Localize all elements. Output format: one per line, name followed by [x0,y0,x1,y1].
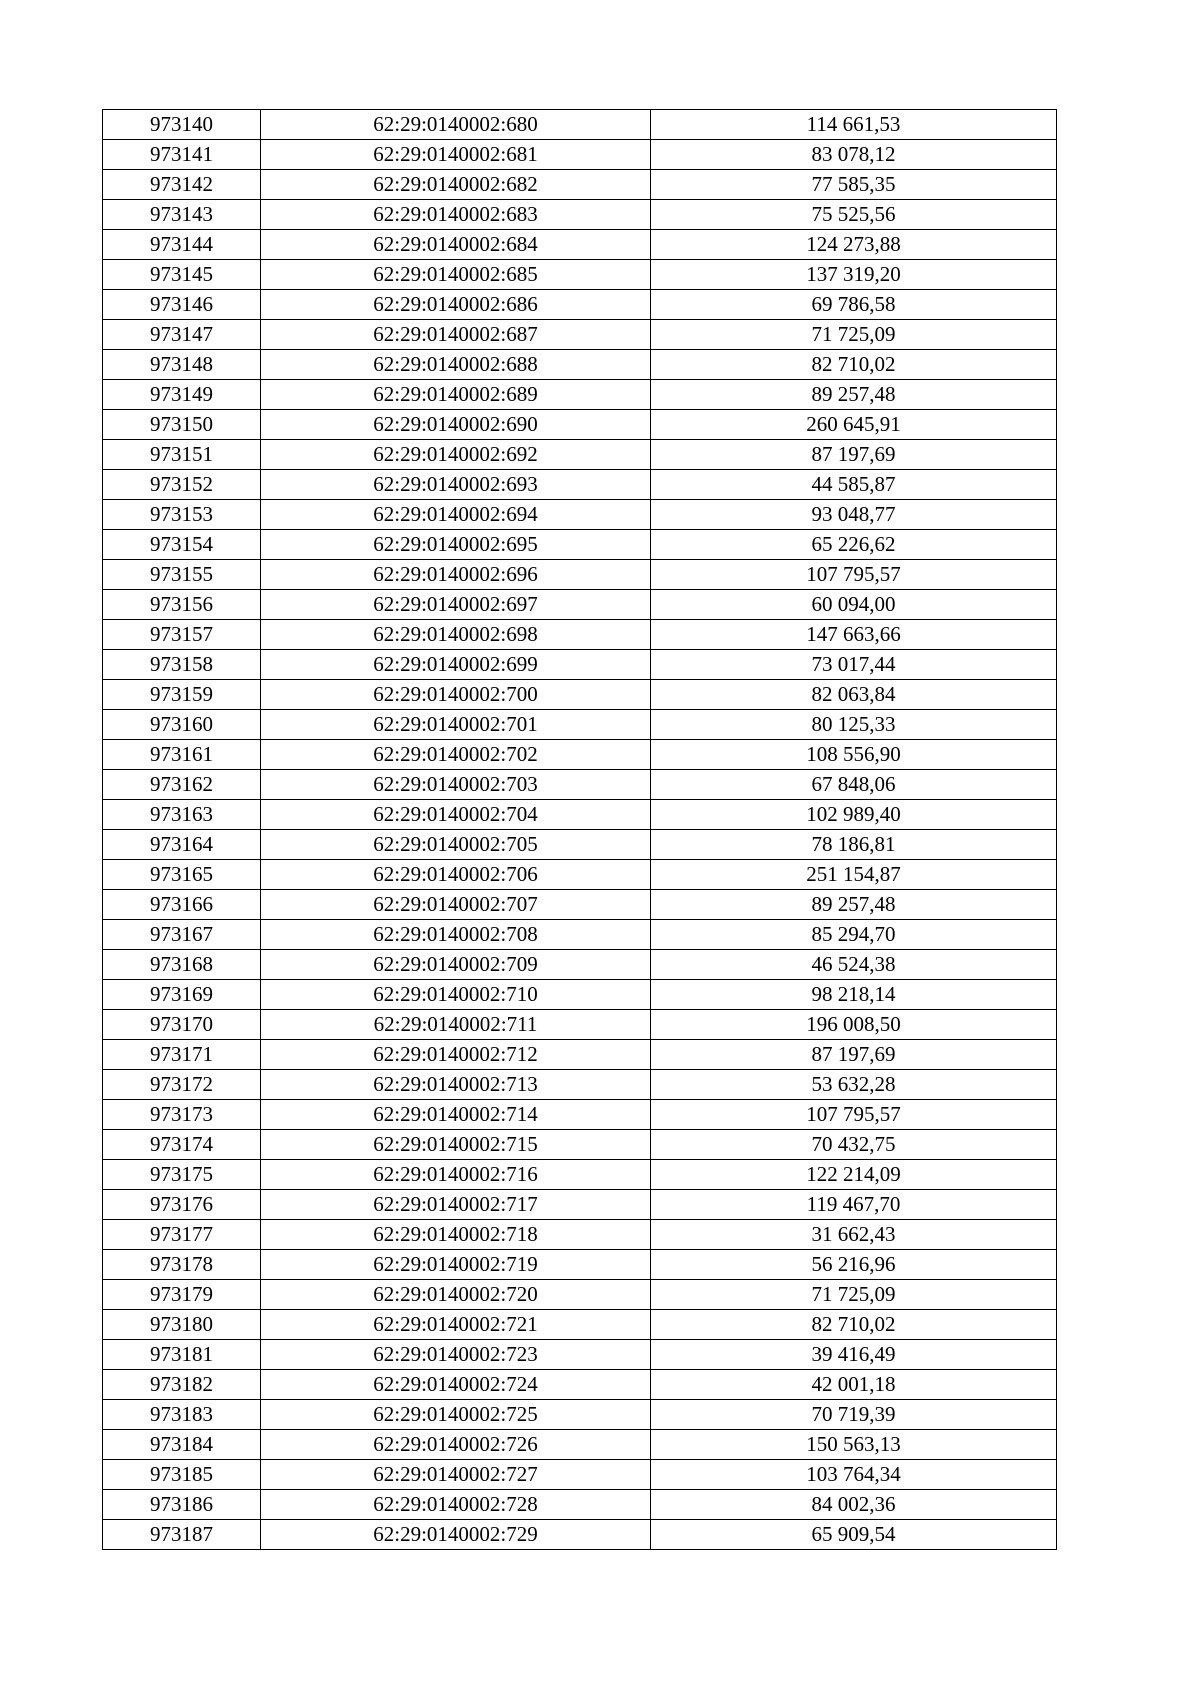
value-cell: 31 662,43 [651,1220,1057,1250]
cadastral-number-cell: 62:29:0140002:683 [261,200,651,230]
record-number-cell: 973163 [103,800,261,830]
record-number-cell: 973145 [103,260,261,290]
cadastral-number-cell: 62:29:0140002:726 [261,1430,651,1460]
table-row [103,560,1057,590]
record-number-cell: 973164 [103,830,261,860]
value-cell: 103 764,34 [651,1460,1057,1490]
table-row [103,290,1057,320]
cadastral-number-cell: 62:29:0140002:715 [261,1130,651,1160]
table-row [103,1220,1057,1250]
value-cell: 82 063,84 [651,680,1057,710]
cadastral-number-cell: 62:29:0140002:684 [261,230,651,260]
record-number-cell: 973155 [103,560,261,590]
table-row [103,470,1057,500]
record-number-cell: 973178 [103,1250,261,1280]
record-number-cell: 973165 [103,860,261,890]
table-row [103,1010,1057,1040]
value-cell: 150 563,13 [651,1430,1057,1460]
value-cell: 71 725,09 [651,320,1057,350]
cadastral-number-cell: 62:29:0140002:698 [261,620,651,650]
value-cell: 60 094,00 [651,590,1057,620]
cadastral-number-cell: 62:29:0140002:696 [261,560,651,590]
table-row [103,1430,1057,1460]
record-number-cell: 973181 [103,1340,261,1370]
record-number-cell: 973143 [103,200,261,230]
record-number-cell: 973176 [103,1190,261,1220]
cadastral-number-cell: 62:29:0140002:703 [261,770,651,800]
table-row [103,980,1057,1010]
table-row [103,710,1057,740]
value-cell: 53 632,28 [651,1070,1057,1100]
value-cell: 75 525,56 [651,200,1057,230]
value-cell: 84 002,36 [651,1490,1057,1520]
value-cell: 83 078,12 [651,140,1057,170]
value-cell: 42 001,18 [651,1370,1057,1400]
cadastral-number-cell: 62:29:0140002:688 [261,350,651,380]
table-row [103,1310,1057,1340]
value-cell: 89 257,48 [651,890,1057,920]
record-number-cell: 973170 [103,1010,261,1040]
record-number-cell: 973179 [103,1280,261,1310]
table-row [103,110,1057,140]
value-cell: 114 661,53 [651,110,1057,140]
table-row [103,890,1057,920]
record-number-cell: 973175 [103,1160,261,1190]
record-number-cell: 973153 [103,500,261,530]
cadastral-number-cell: 62:29:0140002:708 [261,920,651,950]
record-number-cell: 973171 [103,1040,261,1070]
table-row [103,1250,1057,1280]
record-number-cell: 973177 [103,1220,261,1250]
value-cell: 70 719,39 [651,1400,1057,1430]
value-cell: 67 848,06 [651,770,1057,800]
table-row [103,1070,1057,1100]
cadastral-number-cell: 62:29:0140002:728 [261,1490,651,1520]
cadastral-number-cell: 62:29:0140002:697 [261,590,651,620]
table-row [103,1100,1057,1130]
cadastral-number-cell: 62:29:0140002:714 [261,1100,651,1130]
record-number-cell: 973152 [103,470,261,500]
table-row [103,860,1057,890]
record-number-cell: 973150 [103,410,261,440]
table-row [103,530,1057,560]
table-row [103,650,1057,680]
record-number-cell: 973173 [103,1100,261,1130]
table-row [103,230,1057,260]
value-cell: 251 154,87 [651,860,1057,890]
cadastral-number-cell: 62:29:0140002:716 [261,1160,651,1190]
cadastral-number-cell: 62:29:0140002:717 [261,1190,651,1220]
table-body [103,110,1057,1550]
cadastral-number-cell: 62:29:0140002:718 [261,1220,651,1250]
cadastral-number-cell: 62:29:0140002:712 [261,1040,651,1070]
cadastral-number-cell: 62:29:0140002:725 [261,1400,651,1430]
value-cell: 93 048,77 [651,500,1057,530]
value-cell: 39 416,49 [651,1340,1057,1370]
record-number-cell: 973168 [103,950,261,980]
value-cell: 78 186,81 [651,830,1057,860]
cadastral-number-cell: 62:29:0140002:702 [261,740,651,770]
record-number-cell: 973186 [103,1490,261,1520]
cadastral-number-cell: 62:29:0140002:705 [261,830,651,860]
table-row [103,1400,1057,1430]
record-number-cell: 973160 [103,710,261,740]
cadastral-number-cell: 62:29:0140002:689 [261,380,651,410]
cadastral-number-cell: 62:29:0140002:721 [261,1310,651,1340]
table-row [103,500,1057,530]
cadastral-number-cell: 62:29:0140002:686 [261,290,651,320]
table-row [103,170,1057,200]
table-row [103,1490,1057,1520]
table-row [103,410,1057,440]
table-row [103,1460,1057,1490]
value-cell: 89 257,48 [651,380,1057,410]
cadastral-number-cell: 62:29:0140002:719 [261,1250,651,1280]
value-cell: 102 989,40 [651,800,1057,830]
record-number-cell: 973166 [103,890,261,920]
value-cell: 107 795,57 [651,560,1057,590]
record-number-cell: 973167 [103,920,261,950]
record-number-cell: 973183 [103,1400,261,1430]
table-row [103,800,1057,830]
table-row [103,200,1057,230]
cadastral-number-cell: 62:29:0140002:720 [261,1280,651,1310]
record-number-cell: 973172 [103,1070,261,1100]
table-row [103,950,1057,980]
table-row [103,1040,1057,1070]
record-number-cell: 973156 [103,590,261,620]
record-number-cell: 973141 [103,140,261,170]
record-number-cell: 973159 [103,680,261,710]
table-row [103,620,1057,650]
record-number-cell: 973149 [103,380,261,410]
value-cell: 46 524,38 [651,950,1057,980]
table-row [103,770,1057,800]
value-cell: 85 294,70 [651,920,1057,950]
record-number-cell: 973185 [103,1460,261,1490]
value-cell: 56 216,96 [651,1250,1057,1280]
cadastral-number-cell: 62:29:0140002:682 [261,170,651,200]
table-row [103,140,1057,170]
cadastral-number-cell: 62:29:0140002:699 [261,650,651,680]
record-number-cell: 973157 [103,620,261,650]
cadastral-number-cell: 62:29:0140002:707 [261,890,651,920]
cadastral-number-cell: 62:29:0140002:681 [261,140,651,170]
record-number-cell: 973174 [103,1130,261,1160]
cadastral-number-cell: 62:29:0140002:713 [261,1070,651,1100]
value-cell: 69 786,58 [651,290,1057,320]
record-number-cell: 973187 [103,1520,261,1550]
table-row [103,1280,1057,1310]
value-cell: 260 645,91 [651,410,1057,440]
value-cell: 82 710,02 [651,350,1057,380]
value-cell: 137 319,20 [651,260,1057,290]
cadastral-number-cell: 62:29:0140002:687 [261,320,651,350]
record-number-cell: 973142 [103,170,261,200]
cadastral-number-cell: 62:29:0140002:701 [261,710,651,740]
cadastral-number-cell: 62:29:0140002:709 [261,950,651,980]
value-cell: 147 663,66 [651,620,1057,650]
record-number-cell: 973184 [103,1430,261,1460]
value-cell: 98 218,14 [651,980,1057,1010]
cadastral-number-cell: 62:29:0140002:695 [261,530,651,560]
table-row [103,680,1057,710]
record-number-cell: 973140 [103,110,261,140]
table-row [103,1130,1057,1160]
value-cell: 65 226,62 [651,530,1057,560]
table-row [103,1190,1057,1220]
value-cell: 107 795,57 [651,1100,1057,1130]
cadastral-number-cell: 62:29:0140002:729 [261,1520,651,1550]
value-cell: 80 125,33 [651,710,1057,740]
cadastral-number-cell: 62:29:0140002:704 [261,800,651,830]
table-row [103,920,1057,950]
data-table [102,109,1057,1550]
value-cell: 71 725,09 [651,1280,1057,1310]
cadastral-number-cell: 62:29:0140002:680 [261,110,651,140]
table-row [103,590,1057,620]
value-cell: 44 585,87 [651,470,1057,500]
cadastral-number-cell: 62:29:0140002:706 [261,860,651,890]
record-number-cell: 973144 [103,230,261,260]
table-row [103,1370,1057,1400]
value-cell: 196 008,50 [651,1010,1057,1040]
cadastral-number-cell: 62:29:0140002:700 [261,680,651,710]
record-number-cell: 973182 [103,1370,261,1400]
record-number-cell: 973169 [103,980,261,1010]
value-cell: 70 432,75 [651,1130,1057,1160]
value-cell: 77 585,35 [651,170,1057,200]
value-cell: 82 710,02 [651,1310,1057,1340]
record-number-cell: 973158 [103,650,261,680]
record-number-cell: 973146 [103,290,261,320]
table-row [103,320,1057,350]
cadastral-number-cell: 62:29:0140002:710 [261,980,651,1010]
cadastral-number-cell: 62:29:0140002:693 [261,470,651,500]
table-row [103,440,1057,470]
record-number-cell: 973148 [103,350,261,380]
cadastral-number-cell: 62:29:0140002:685 [261,260,651,290]
cadastral-number-cell: 62:29:0140002:690 [261,410,651,440]
value-cell: 87 197,69 [651,1040,1057,1070]
value-cell: 87 197,69 [651,440,1057,470]
table-row [103,1160,1057,1190]
value-cell: 122 214,09 [651,1160,1057,1190]
value-cell: 124 273,88 [651,230,1057,260]
cadastral-number-cell: 62:29:0140002:711 [261,1010,651,1040]
table-row [103,350,1057,380]
table-row [103,830,1057,860]
record-number-cell: 973180 [103,1310,261,1340]
value-cell: 65 909,54 [651,1520,1057,1550]
cadastral-number-cell: 62:29:0140002:724 [261,1370,651,1400]
table-row [103,740,1057,770]
cadastral-number-cell: 62:29:0140002:692 [261,440,651,470]
value-cell: 108 556,90 [651,740,1057,770]
table-row [103,260,1057,290]
table-row [103,1520,1057,1550]
value-cell: 73 017,44 [651,650,1057,680]
value-cell: 119 467,70 [651,1190,1057,1220]
record-number-cell: 973147 [103,320,261,350]
record-number-cell: 973162 [103,770,261,800]
cadastral-number-cell: 62:29:0140002:694 [261,500,651,530]
table-row [103,380,1057,410]
cadastral-number-cell: 62:29:0140002:723 [261,1340,651,1370]
record-number-cell: 973161 [103,740,261,770]
table-row [103,1340,1057,1370]
cadastral-number-cell: 62:29:0140002:727 [261,1460,651,1490]
record-number-cell: 973151 [103,440,261,470]
record-number-cell: 973154 [103,530,261,560]
